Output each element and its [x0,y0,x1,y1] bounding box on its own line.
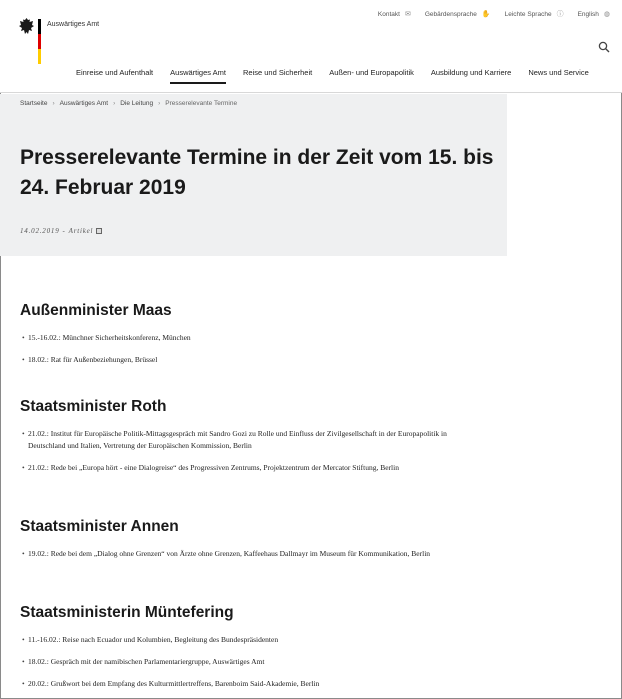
list-item: • 15.-16.02.: Münchner Sicherheitskonferenz, München [22,333,191,342]
service-link-easy-language[interactable]: Leichte Sprache ⓘ [504,10,564,18]
site-header [0,0,622,93]
chevron-right-icon: › [158,100,161,107]
list-item: • 18.02.: Gespräch mit der namibischen Parlamentariergruppe, Auswärtiges Amt [22,657,265,666]
list-item: • 19.02.: Rede bei dem „Dialog ohne Grenzen“ von Ärzte ohne Grenzen, Kaffeehaus Dallmayr im Museum für Kommunikation, Berlin [22,549,431,558]
section-heading-roth: Staatsminister Roth [20,398,167,415]
service-link-sign-language[interactable]: Gebärdensprache ✋ [424,10,491,18]
info-icon: ⓘ [556,11,564,18]
service-link-contact[interactable]: Kontakt ✉ [377,10,411,18]
list-item: • 20.02.: Grußwort bei dem Empfang des Kulturmittlertreffens, Barenboim Said-Akademie, Berlin [22,679,320,688]
print-icon[interactable] [96,228,102,234]
meta-separator: - [62,227,66,235]
list-item: • 21.02.: Rede bei „Europa hört - eine Dialogreise“ des Progressiven Zentrums, Projektzentrum der Mercator Stiftung, Berlin [22,463,399,472]
article-hero [0,94,507,256]
chevron-right-icon: › [52,100,55,107]
service-links [378,9,610,19]
bullet: • [22,463,25,472]
article-type: Artikel [68,227,94,235]
breadcrumb-item-home[interactable]: Startseite [20,100,48,107]
breadcrumb-item-auswaertiges-amt[interactable]: Auswärtiges Amt [59,100,109,107]
list-item: • 11.-16.02.: Reise nach Ecuador und Kolumbien, Begleitung des Bundespräsidenten [22,635,279,644]
breadcrumb [20,100,237,107]
breadcrumb-item-current: Presserelevante Termine [165,100,238,107]
bullet: • [22,657,25,666]
page-title: Presserelevante Termine in der Zeit vom 15. bis 24. Februar 2019 [20,146,494,199]
section-heading-muentefering: Staatsministerin Müntefering [20,604,234,621]
nav-item-ausbildung[interactable]: Ausbildung und Karriere [430,68,512,77]
section-heading-annen: Staatsminister Annen [20,518,179,535]
org-name: Auswärtiges Amt [47,21,100,28]
hand-icon: ✋ [481,11,491,18]
main-nav [76,68,589,84]
search-icon[interactable] [598,41,610,53]
bullet: • [22,635,25,644]
nav-item-news[interactable]: News und Service [528,68,589,77]
bullet: • [22,355,25,364]
bullet: • [22,679,25,688]
bullet: • [22,429,25,438]
globe-icon: ◍ [603,11,610,18]
site-logo[interactable] [18,17,100,67]
article-date: 14.02.2019 [20,227,60,235]
list-item: • 21.02.: Institut für Europäische Politik-Mittagsgespräch mit Sandro Gozi zu Rolle und Einfluss der Zivilgesellschaft in der Europapolitik in Deutschland und Italien, Vertretung der Europäischen Kommission, Berlin [22,429,447,450]
nav-item-auswaertiges-amt[interactable]: Auswärtiges Amt [170,68,226,84]
nav-item-reise[interactable]: Reise und Sicherheit [243,68,313,77]
mail-icon: ✉ [404,11,411,18]
bullet: • [22,333,25,342]
nav-item-aussenpolitik[interactable]: Außen- und Europapolitik [329,68,414,77]
nav-item-einreise[interactable]: Einreise und Aufenthalt [76,68,154,77]
flag-icon [38,19,41,64]
chevron-right-icon: › [113,100,116,107]
service-link-english[interactable]: English ◍ [577,10,610,18]
eagle-icon [18,17,35,36]
breadcrumb-item-leitung[interactable]: Die Leitung [120,100,154,107]
list-item: • 18.02.: Rat für Außenbeziehungen, Brüssel [22,355,158,364]
section-heading-maas: Außenminister Maas [20,302,172,319]
article-meta [20,227,102,235]
bullet: • [22,549,25,558]
